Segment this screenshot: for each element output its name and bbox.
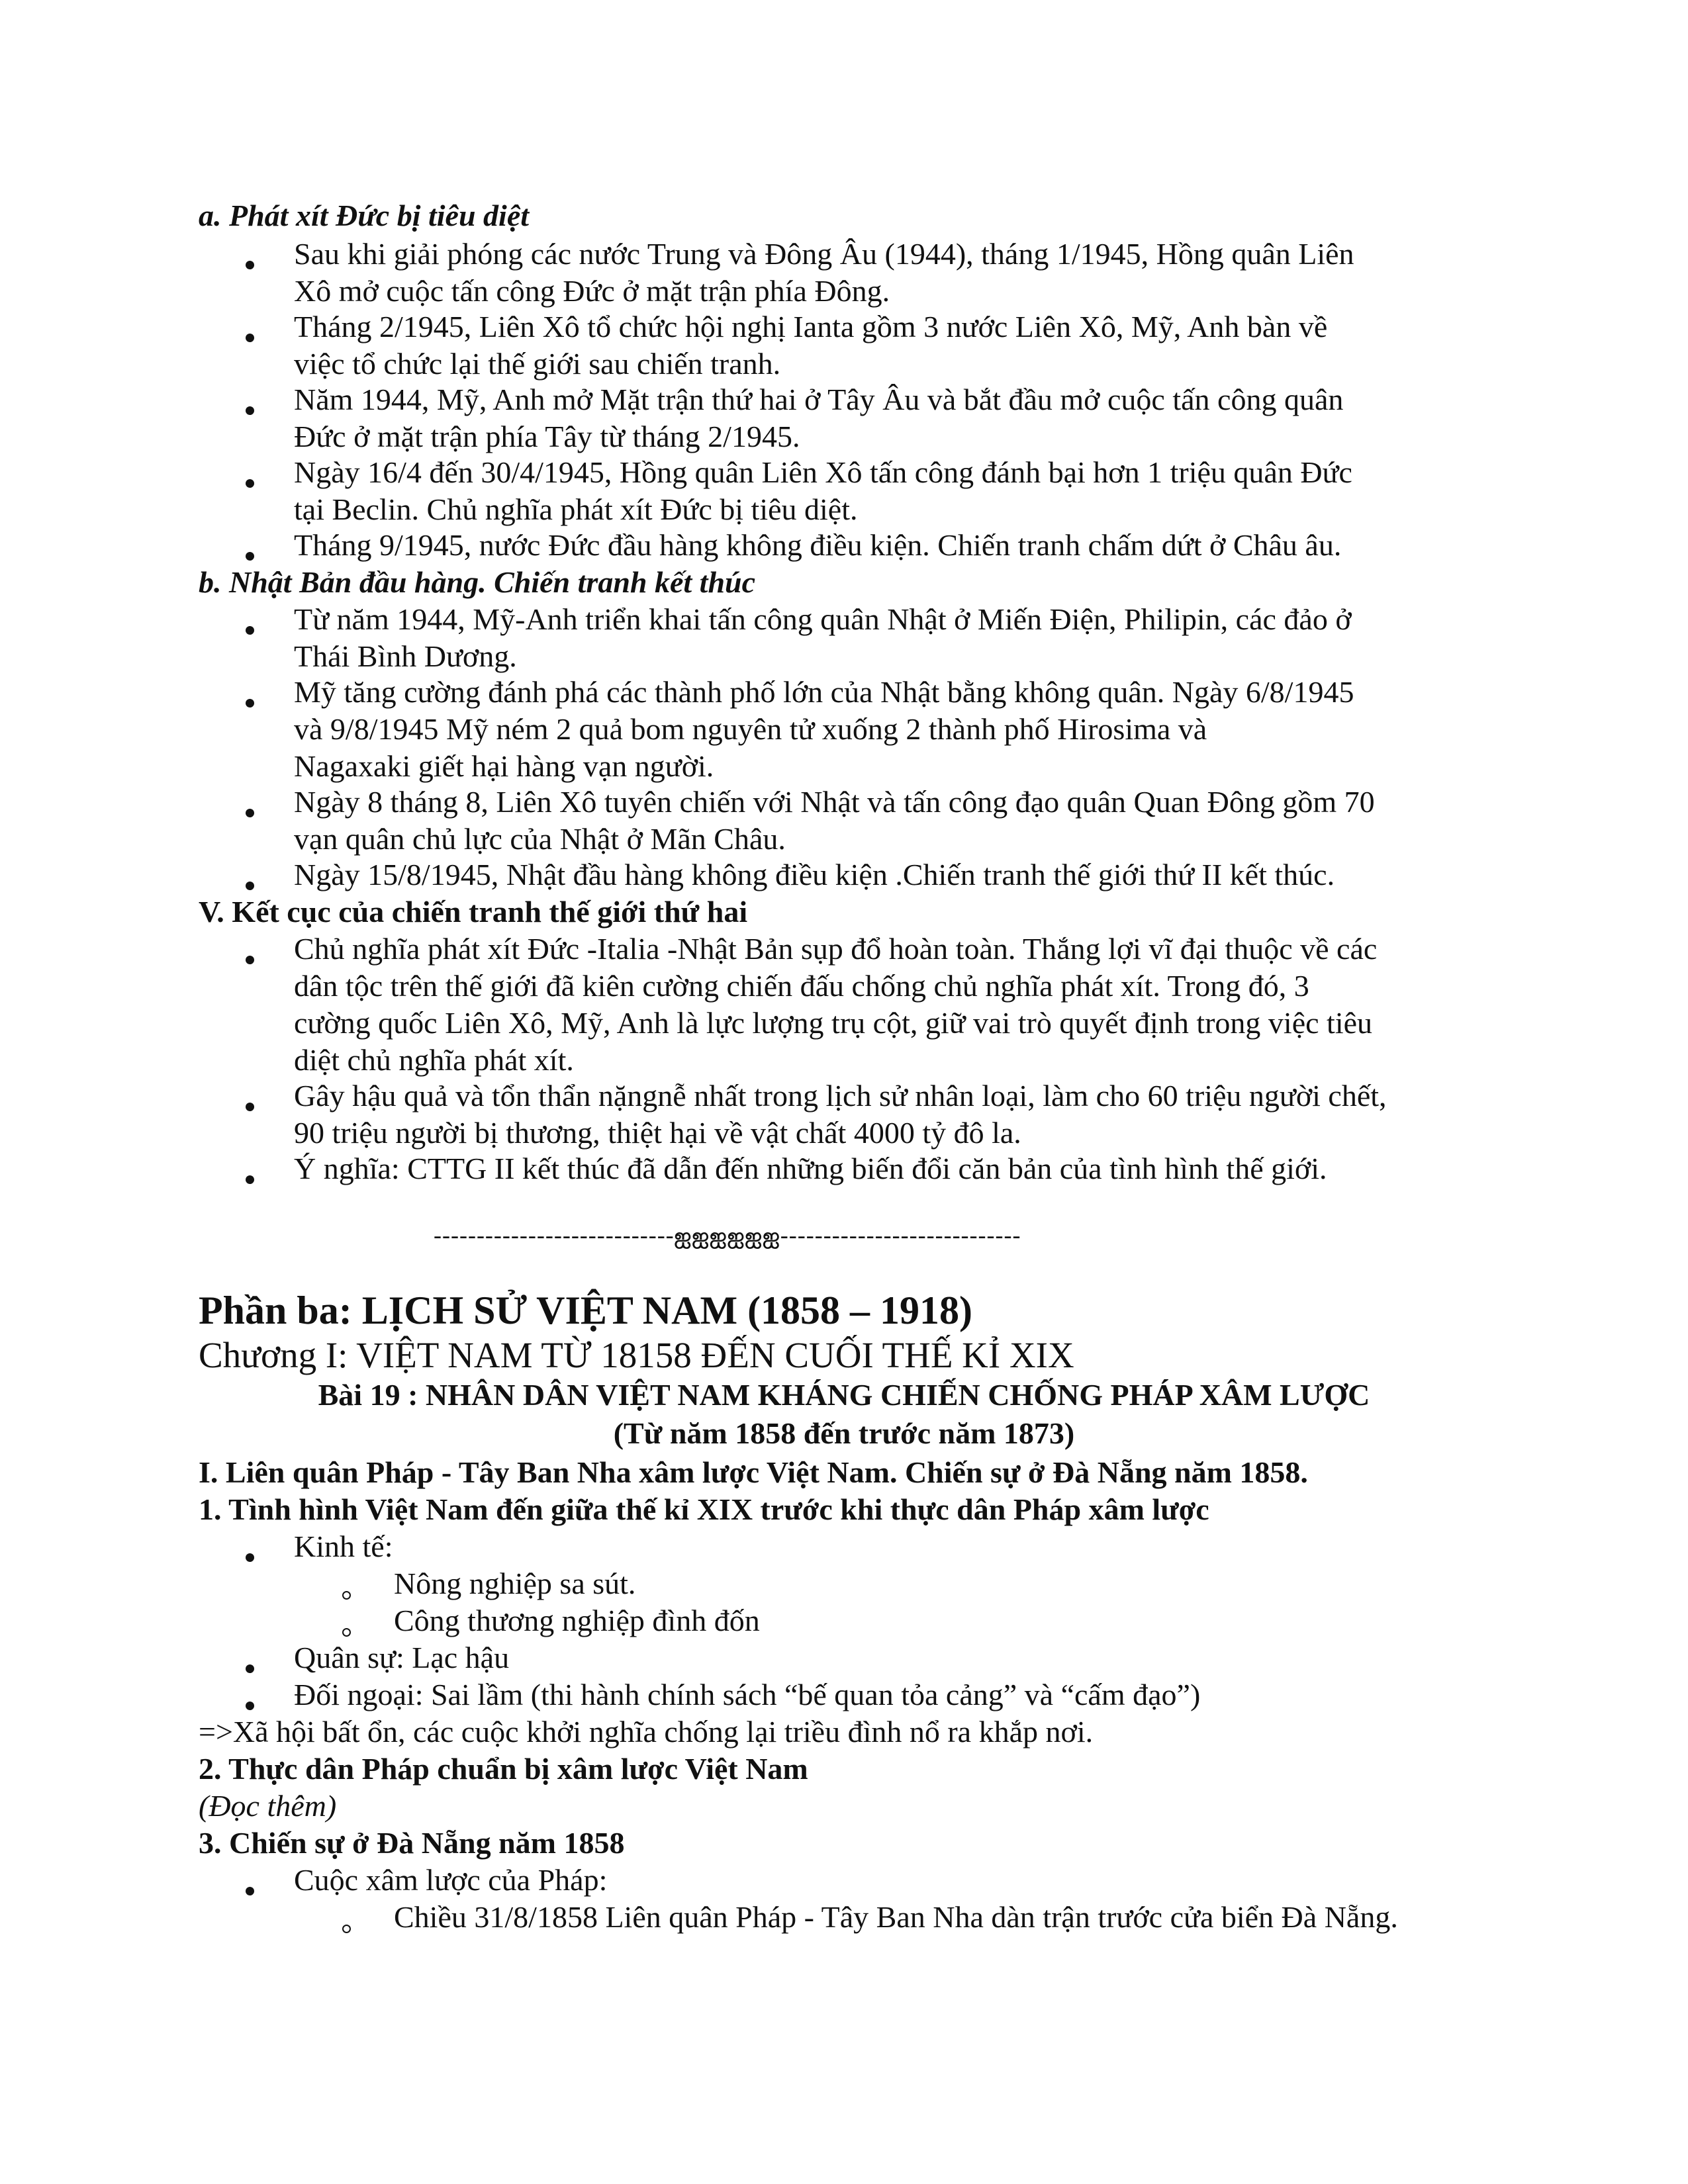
subsection-3-heading: 3. Chiến sự ở Đà Nẵng năm 1858 (199, 1826, 625, 1860)
bullet-text: diệt chủ nghĩa phát xít. (294, 1043, 574, 1077)
bullet (246, 406, 254, 415)
subsection-1-heading: 1. Tình hình Việt Nam đến giữa thế kỉ XIX trước khi thực dân Pháp xâm lược (199, 1492, 1209, 1526)
bullet-text: Nagaxaki giết hại hàng vạn người. (294, 749, 714, 783)
bullet-text: Ngày 15/8/1945, Nhật đầu hàng không điều kiện .Chiến tranh thế giới thứ II kết thúc. (294, 858, 1335, 891)
bullet-text: vạn quân chủ lực của Nhật ở Mãn Châu. (294, 822, 786, 856)
bullet-text: Sau khi giải phóng các nước Trung và Đông Âu (1944), tháng 1/1945, Hồng quân Liên (294, 237, 1354, 271)
bullet (246, 1664, 254, 1673)
bullet (246, 552, 254, 561)
bullet-text: Ngày 8 tháng 8, Liên Xô tuyên chiến với Nhật và tấn công đạo quân Quan Đông gồm 70 (294, 785, 1375, 819)
bullet (246, 626, 254, 635)
bullet-text: dân tộc trên thế giới đã kiên cường chiến đấu chống chủ nghĩa phát xít. Trong đó, 3 (294, 969, 1309, 1003)
bullet (246, 1103, 254, 1111)
bullet (246, 882, 254, 890)
bullet (246, 809, 254, 817)
sub-bullet (342, 1628, 351, 1637)
ornamental-divider (434, 1220, 1021, 1250)
section-v-heading: V. Kết cục của chiến tranh thế giới thứ hai (199, 895, 748, 929)
bullet-text: tại Beclin. Chủ nghĩa phát xít Đức bị tiêu diệt. (294, 492, 858, 526)
read-more-note: (Đọc thêm) (199, 1789, 337, 1823)
lesson-title: Bài 19 : NHÂN DÂN VIỆT NAM KHÁNG CHIẾN CHỐNG PHÁP XÂM LƯỢC (318, 1378, 1370, 1412)
divider-ornament: ஐஐஐஐஐஐ (674, 1223, 780, 1248)
bullet (246, 1175, 254, 1184)
bullet (246, 334, 254, 342)
bullet (246, 699, 254, 707)
bullet-text: Năm 1944, Mỹ, Anh mở Mặt trận thứ hai ở Tây Âu và bắt đầu mở cuộc tấn công quân (294, 383, 1344, 416)
sub-bullet-text: Chiều 31/8/1858 Liên quân Pháp - Tây Ban Nha dàn trận trước cửa biển Đà Nẵng. (394, 1900, 1398, 1934)
bullet-text: Kinh tế: (294, 1529, 393, 1563)
bullet-text: Cuộc xâm lược của Pháp: (294, 1863, 608, 1897)
bullet (246, 1702, 254, 1710)
divider-left: ---------------------------- (434, 1222, 675, 1248)
bullet-text: Xô mở cuộc tấn công Đức ở mặt trận phía Đông. (294, 274, 890, 308)
bullet-text: Đối ngoại: Sai lầm (thi hành chính sách “bế quan tỏa cảng” và “cấm đạo”) (294, 1678, 1201, 1711)
sub-bullet (342, 1925, 351, 1933)
bullet-text: Chủ nghĩa phát xít Đức -Italia -Nhật Bản sụp đổ hoàn toàn. Thắng lợi vĩ đại thuộc về các (294, 932, 1378, 966)
section-b-heading: b. Nhật Bản đầu hàng. Chiến tranh kết thúc (199, 565, 756, 599)
sub-bullet (342, 1591, 351, 1600)
bullet-text: Ngày 16/4 đến 30/4/1945, Hồng quân Liên Xô tấn công đánh bại hơn 1 triệu quân Đức (294, 455, 1352, 489)
conclusion-text: =>Xã hội bất ổn, các cuộc khởi nghĩa chống lại triều đình nổ ra khắp nơi. (199, 1715, 1094, 1749)
sub-bullet-text: Công thương nghiệp đình đốn (394, 1604, 760, 1637)
bullet-text: Ý nghĩa: CTTG II kết thúc đã dẫn đến những biến đổi căn bản của tình hình thế giới. (294, 1152, 1327, 1185)
lesson-subtitle: (Từ năm 1858 đến trước năm 1873) (613, 1416, 1075, 1450)
bullet (246, 956, 254, 964)
bullet-text: và 9/8/1945 Mỹ ném 2 quả bom nguyên tử xuống 2 thành phố Hirosima và (294, 712, 1207, 746)
bullet-text: Tháng 9/1945, nước Đức đầu hàng không điều kiện. Chiến tranh chấm dứt ở Châu âu. (294, 528, 1342, 562)
bullet (246, 1553, 254, 1562)
bullet-text: Tháng 2/1945, Liên Xô tổ chức hội nghị Ianta gồm 3 nước Liên Xô, Mỹ, Anh bàn về (294, 310, 1328, 343)
sub-bullet-text: Nông nghiệp sa sút. (394, 1567, 636, 1600)
bullet-text: Mỹ tăng cường đánh phá các thành phố lớn của Nhật bằng không quân. Ngày 6/8/1945 (294, 675, 1354, 709)
chapter-title: Chương I: VIỆT NAM TỪ 18158 ĐẾN CUỐI THẾ KỈ XIX (199, 1335, 1074, 1375)
bullet (246, 479, 254, 488)
bullet-text: Gây hậu quả và tổn thẩn nặngnễ nhất trong lịch sử nhân loại, làm cho 60 triệu người chết, (294, 1079, 1387, 1113)
divider-right: ---------------------------- (780, 1222, 1021, 1248)
subsection-2-heading: 2. Thực dân Pháp chuẩn bị xâm lược Việt Nam (199, 1752, 808, 1786)
bullet-text: 90 triệu người bị thương, thiệt hại về vật chất 4000 tỷ đô la. (294, 1116, 1021, 1150)
part-title: Phần ba: LỊCH SỬ VIỆT NAM (1858 – 1918) (199, 1289, 973, 1332)
bullet-text: cường quốc Liên Xô, Mỹ, Anh là lực lượng trụ cột, giữ vai trò quyết định trong việc tiêu (294, 1006, 1373, 1040)
bullet-text: Thái Bình Dương. (294, 639, 517, 673)
section-a-heading: a. Phát xít Đức bị tiêu diệt (199, 199, 530, 232)
bullet-text: Đức ở mặt trận phía Tây từ tháng 2/1945. (294, 420, 800, 453)
bullet (246, 261, 254, 269)
section-i-heading: I. Liên quân Pháp - Tây Ban Nha xâm lược Việt Nam. Chiến sự ở Đà Nẵng năm 1858. (199, 1455, 1308, 1489)
bullet (246, 1887, 254, 1895)
bullet-text: Quân sự: Lạc hậu (294, 1641, 510, 1674)
bullet-text: Từ năm 1944, Mỹ-Anh triển khai tấn công quân Nhật ở Miến Điện, Philipin, các đảo ở (294, 602, 1352, 636)
bullet-text: việc tổ chức lại thế giới sau chiến tranh. (294, 347, 781, 381)
